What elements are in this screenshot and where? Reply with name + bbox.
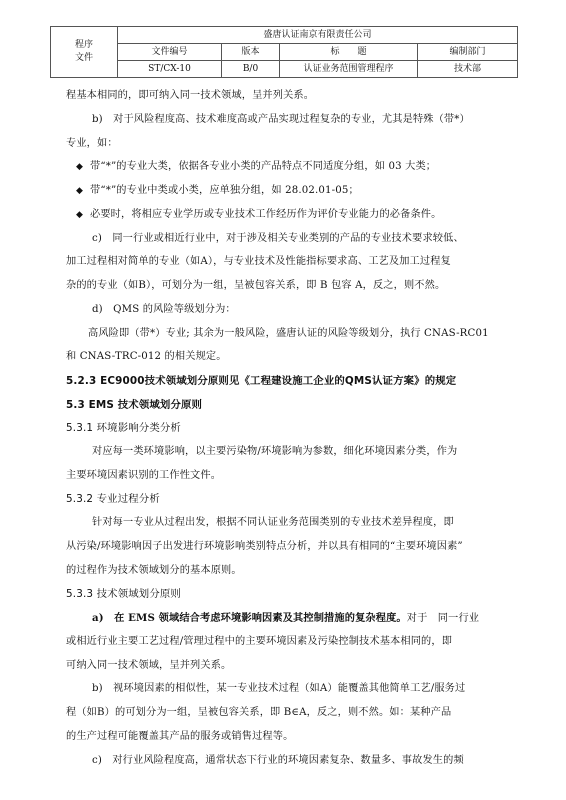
text-line-a xyxy=(92,611,532,626)
text-line: 或相近行业主要工艺过程/管理过程中的主要环境因素及污染控制技术基本相同的，即 xyxy=(66,636,453,647)
item-a-rest: 对于 同一行业 xyxy=(406,613,480,624)
text-line: b) 对于风险程度高、技术难度高或产品实现过程复杂的专业，尤其是特殊（带*） xyxy=(92,114,470,125)
company-name: 盛唐认证南京有限责任公司 xyxy=(118,27,518,44)
title-value: 认证业务范围管理程序 xyxy=(280,61,418,78)
doc-no-header: 文件编号 xyxy=(118,44,222,61)
document-header-table xyxy=(50,26,518,78)
doc-no-value: ST/CX-10 xyxy=(118,61,222,78)
text-line: 对应每一类环境影响，以主要污染物/环境影响为参数，细化环境因素分类，作为 xyxy=(92,446,458,457)
section-heading-5-3: 5.3 EMS 技术领域划分原则 xyxy=(66,399,203,411)
dept-header: 编制部门 xyxy=(418,44,518,61)
version-header: 版本 xyxy=(222,44,280,61)
program-file-label: 程序 文件 xyxy=(51,27,118,78)
dept-value: 技术部 xyxy=(418,61,518,78)
version-value: B/0 xyxy=(222,61,280,78)
bullet-item: ◆ 必要时，将相应专业学历或专业技术工作经历作为评价专业能力的必备条件。 xyxy=(76,209,442,220)
item-a-label: a) xyxy=(92,612,104,624)
text-line: c) 对行业风险程度高，通常状态下行业的环境因素复杂、数量多、事故发生的频 xyxy=(92,755,464,766)
text-line: 从污染/环境影响因子出发进行环境影响类别特点分析，并以具有相同的“主要环境因素” xyxy=(66,541,463,552)
bullet-icon: ◆ xyxy=(76,162,84,172)
text-line: 主要环境因素识别的工作性文件。 xyxy=(66,470,222,481)
text-line: 专业，如： xyxy=(66,138,118,149)
title-header: 标 题 xyxy=(280,44,418,61)
text-line: 杂的的专业（如B），可划分为一组，呈被包容关系，即 B 包容 A，反之，则不然。 xyxy=(66,280,446,291)
text-line: 针对每一专业从过程出发，根据不同认证业务范围类别的专业技术差异程度，即 xyxy=(92,517,454,528)
section-heading-5-3-3: 5.3.3 技术领域划分原则 xyxy=(66,588,181,600)
bullet-item: ◆ 带“*”的专业大类，依据各专业小类的产品特点不同适度分组，如 03 大类； xyxy=(76,161,437,172)
text-line: 的生产过程可能覆盖其产品的服务或销售过程等。 xyxy=(66,731,294,742)
text-line: b) 视环境因素的相似性，某一专业技术过程（如A）能覆盖其他简单工艺/服务过 xyxy=(92,683,466,694)
text-line: 高风险即（带*）专业; 其余为一般风险，盛唐认证的风险等级划分，执行 CNAS-RC01 xyxy=(88,328,489,339)
bullet-item: ◆ 带“*”的专业中类或小类，应单独分组，如 28.02.01-05； xyxy=(76,185,359,196)
text-line: c) 同一行业或相近行业中，对于涉及相关专业类别的产品的专业技术要求较低、 xyxy=(92,233,464,244)
text-line: 和 CNAS-TRC-012 的相关规定。 xyxy=(66,351,227,362)
bullet-icon: ◆ xyxy=(76,186,84,196)
bullet-icon: ◆ xyxy=(76,210,84,220)
section-heading-5-3-2: 5.3.2 专业过程分析 xyxy=(66,493,160,505)
text-line: d) QMS 的风险等级划分为： xyxy=(92,304,236,315)
section-heading-5-3-1: 5.3.1 环境影响分类分析 xyxy=(66,422,181,434)
text-line: 程基本相同的，即可纳入同一技术领域，呈并列关系。 xyxy=(66,90,315,101)
text-line: 加工过程相对简单的专业（如A），与专业技术及性能指标要求高、工艺及加工过程复 xyxy=(66,256,451,267)
section-heading-5-2-3: 5.2.3 EC9000技术领域划分原则见《工程建设施工企业的QMS认证方案》的规定 xyxy=(66,375,457,387)
item-a-bold: 在 EMS 领域结合考虑环境影响因素及其控制措施的复杂程度。 xyxy=(114,612,407,624)
text-line: 可纳入同一技术领域，呈并列关系。 xyxy=(66,660,232,671)
text-line: 程（如B）的可划分为一组，呈被包容关系，即 B∈A，反之，则不然。如：某种产品 xyxy=(66,707,452,718)
text-line: 的过程作为技术领域划分的基本原则。 xyxy=(66,565,242,576)
